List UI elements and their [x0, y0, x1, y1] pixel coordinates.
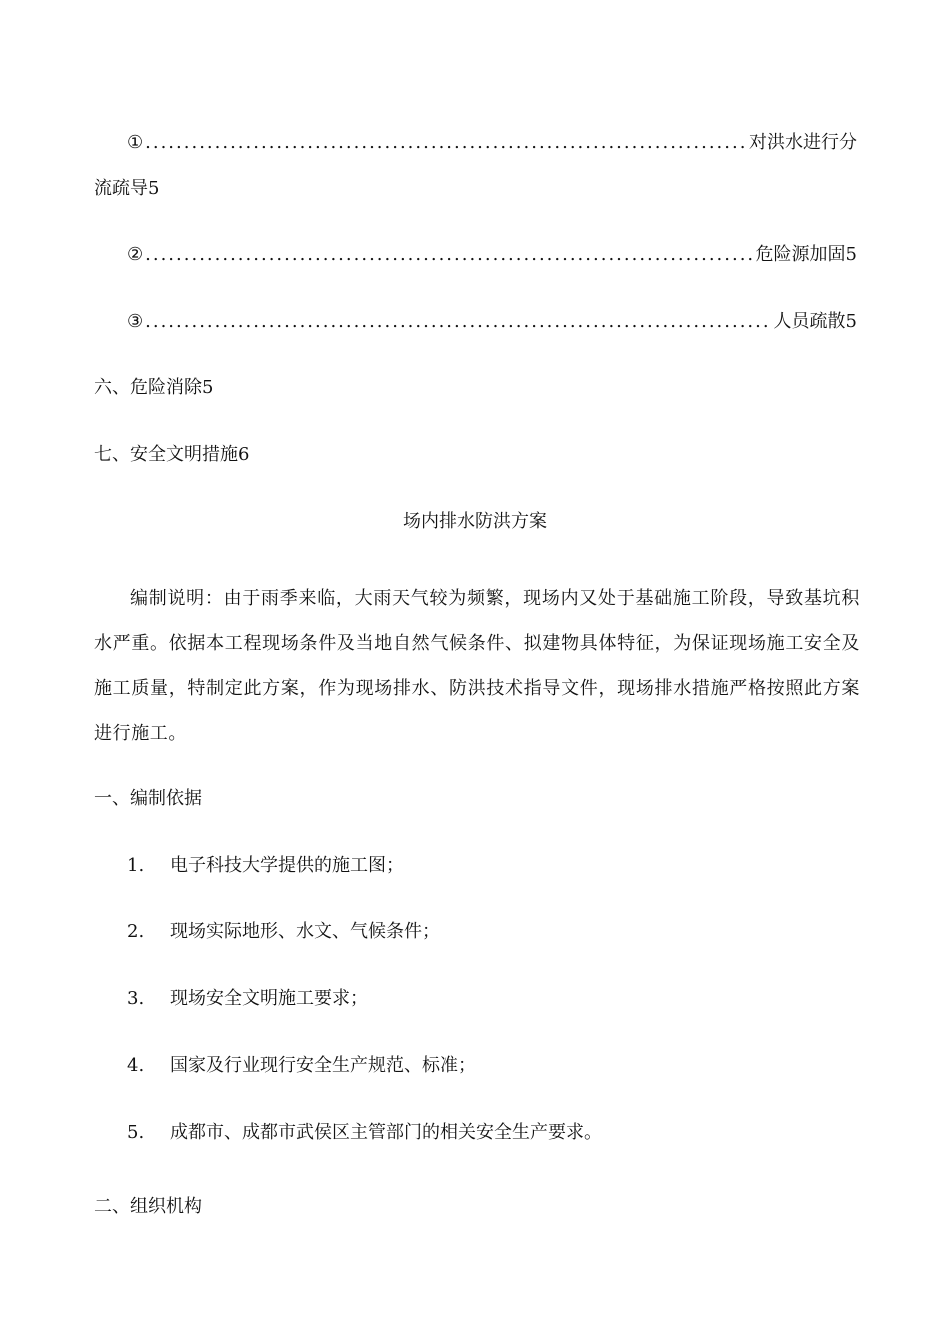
list-item-index: 1. [127, 855, 145, 876]
list-item-index: 4. [127, 1055, 145, 1076]
toc-leader-dots [145, 243, 753, 267]
list-item-index: 2. [127, 921, 145, 942]
section-heading-organization: 二、组织机构 [94, 1196, 202, 1217]
document-title: 场内排水防洪方案 [403, 511, 547, 532]
list-item [127, 987, 368, 1011]
list-item [127, 1054, 476, 1078]
toc-entry-continuation: 流疏导5 [94, 178, 160, 199]
list-item-index: 5. [127, 1122, 145, 1143]
toc-leader-dots [145, 310, 771, 334]
section-heading-basis: 一、编制依据 [94, 788, 202, 809]
list-item-text: 现场实际地形、水文、气候条件； [170, 921, 440, 942]
list-item [127, 1121, 602, 1145]
toc-section-safety-measures: 七、安全文明措施6 [94, 444, 250, 465]
list-item-text: 电子科技大学提供的施工图； [170, 855, 404, 876]
toc-entry-number: ① [127, 132, 144, 153]
toc-entry-label: 危险源加固5 [755, 244, 857, 265]
toc-entry-flood-diversion [127, 131, 857, 155]
list-item-text: 成都市、成都市武侯区主管部门的相关安全生产要求。 [170, 1122, 602, 1143]
toc-entry-label: 人员疏散5 [773, 311, 857, 332]
list-item-text: 现场安全文明施工要求； [170, 988, 368, 1009]
list-item [127, 854, 404, 878]
toc-entry-number: ③ [127, 311, 144, 332]
list-item-index: 3. [127, 988, 145, 1009]
toc-entry-number: ② [127, 244, 144, 265]
toc-entry-evacuation [127, 310, 857, 334]
list-item [127, 920, 440, 944]
list-item-text: 国家及行业现行安全生产规范、标准； [170, 1055, 476, 1076]
intro-paragraph: 编制说明：由于雨季来临，大雨天气较为频繁，现场内又处于基础施工阶段，导致基坑积水严重。依据本工程现场条件及当地自然气候条件、拟建物具体特征，为保证现场施工安全及施工质量，特制定此方案，作为现场排水、防洪技术指导文件，现场排水措施严格按照此方案进行施工。 [94, 588, 860, 744]
toc-leader-dots [145, 131, 747, 155]
toc-entry-hazard-reinforcement [127, 243, 857, 267]
toc-section-hazard-elimination: 六、危险消除5 [94, 377, 214, 398]
toc-entry-label: 对洪水进行分 [749, 132, 857, 153]
